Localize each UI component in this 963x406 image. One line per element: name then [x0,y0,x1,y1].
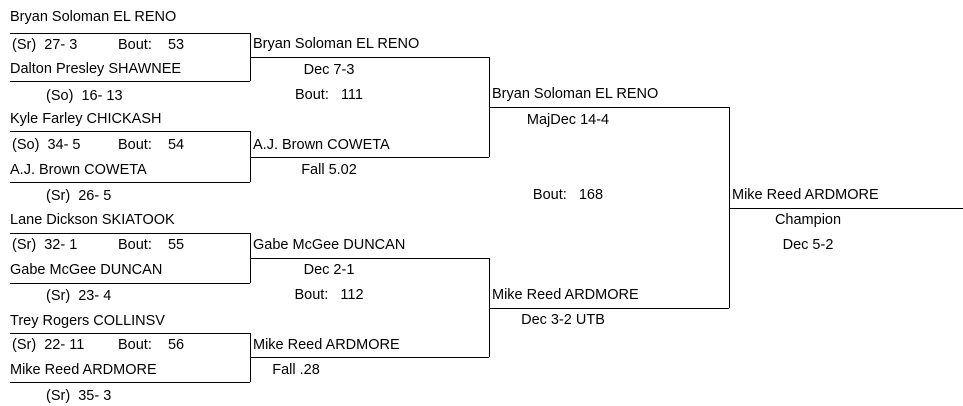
wrestler-name: Trey Rogers COLLINSV [10,313,165,329]
wrestler-record: (Sr) 22- 11 [12,337,85,353]
bracket-line [10,81,250,82]
bracket-line [10,131,250,132]
bracket-line [10,33,250,34]
wrestler-record: (So) 16- 13 [46,88,123,104]
bracket-line [729,208,963,209]
quarterfinal-winner: Gabe McGee DUNCAN [253,237,406,253]
wrestler-name: Lane Dickson SKIATOOK [10,212,175,228]
quarterfinal-winner: Bryan Soloman EL RENO [253,36,420,52]
match-result: Dec 3-2 UTB [521,312,605,328]
champion-title: Champion [774,212,842,228]
bout-number: Bout: 56 [118,337,185,353]
match-result: Dec 7-3 [303,62,355,78]
bracket-line [250,258,489,259]
semifinal-winner: Mike Reed ARDMORE [492,287,639,303]
wrestler-record: (Sr) 23- 4 [46,288,112,304]
bracket-line [10,333,250,334]
bout-number: Bout: 112 [294,287,364,303]
wrestler-name: Kyle Farley CHICKASH [10,111,162,127]
bracket-line [10,283,250,284]
bracket-line [10,382,250,383]
quarterfinal-winner: Mike Reed ARDMORE [253,337,400,353]
wrestler-record: (Sr) 27- 3 [12,37,78,53]
match-result: Dec 2-1 [303,262,355,278]
wrestler-name: Dalton Presley SHAWNEE [10,61,182,77]
match-result: Fall .28 [272,362,320,378]
bout-number: Bout: 55 [118,237,185,253]
wrestler-name: Mike Reed ARDMORE [10,362,157,378]
quarterfinal-winner: A.J. Brown COWETA [253,137,390,153]
bout-number: Bout: 53 [118,37,185,53]
bracket-line [250,157,489,158]
bracket-line [489,308,729,309]
bracket-line [250,57,489,58]
match-result: MajDec 14-4 [526,112,610,128]
wrestler-record: (Sr) 32- 1 [12,237,78,253]
wrestler-record: (Sr) 26- 5 [46,188,112,204]
wrestler-name: A.J. Brown COWETA [10,162,147,178]
match-result: Dec 5-2 [782,237,834,253]
bracket-line [250,357,489,358]
wrestler-name: Bryan Soloman EL RENO [10,9,177,25]
wrestler-record: (So) 34- 5 [12,137,81,153]
champion-name: Mike Reed ARDMORE [732,187,879,203]
bracket-line [489,107,729,108]
wrestler-name: Gabe McGee DUNCAN [10,262,163,278]
bracket-line [10,182,250,183]
bracket-line [10,233,250,234]
bout-number: Bout: 111 [295,87,363,103]
wrestler-record: (Sr) 35- 3 [46,388,112,404]
semifinal-winner: Bryan Soloman EL RENO [492,86,659,102]
bout-number: Bout: 168 [532,187,604,203]
match-result: Fall 5.02 [301,162,357,178]
bout-number: Bout: 54 [118,137,185,153]
